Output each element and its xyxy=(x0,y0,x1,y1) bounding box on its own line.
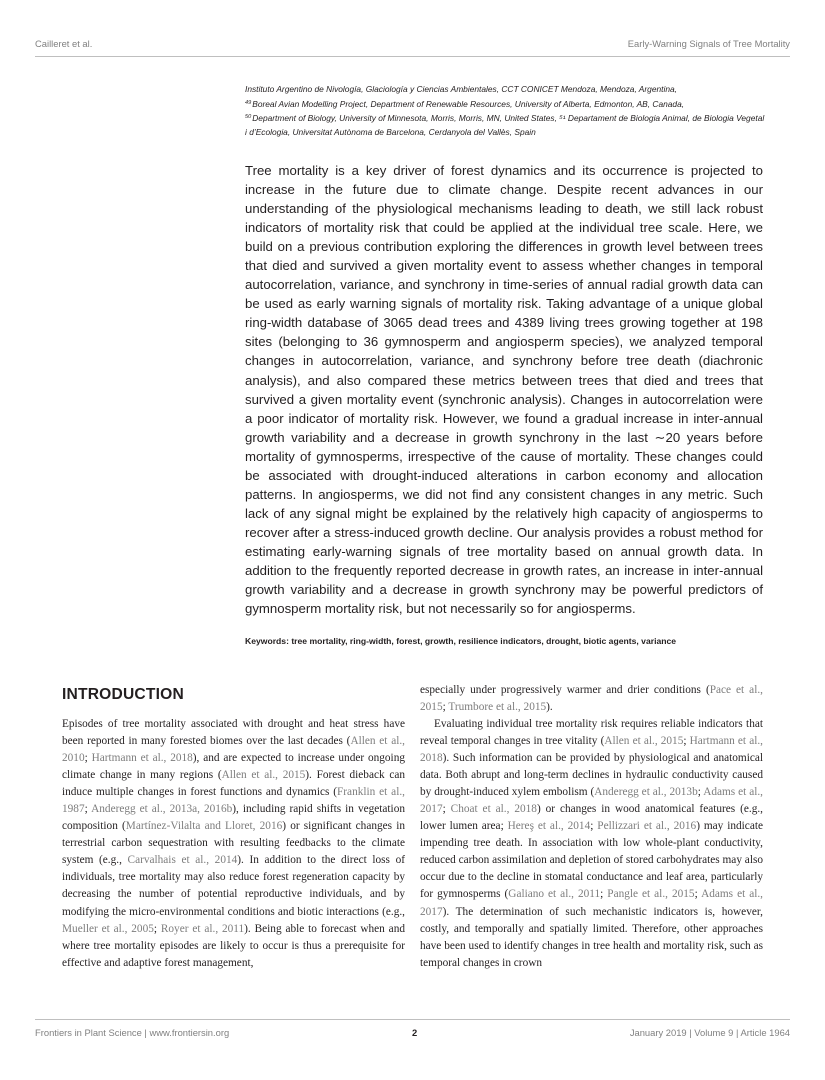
introduction-paragraph-1-continued xyxy=(420,682,763,716)
citation-link[interactable]: Hartmann et al., 2018 xyxy=(91,752,193,765)
citation-link[interactable]: Adams et al., 2017 xyxy=(420,888,764,918)
body-text-run: ), and are expected to increase under ongoing climate change in many regions ( xyxy=(62,752,405,782)
body-text-run: especially under progressively warmer and drier conditions ( xyxy=(420,684,710,696)
keywords-line: Keywords: tree mortality, ring-width, forest, growth, resilience indicators, drought, biotic agents, variance xyxy=(245,636,677,646)
body-text-run: ) or changes in wood anatomical features (e.g., lower lumen area; xyxy=(420,803,763,833)
citation-link[interactable]: Hereş et al., 2014 xyxy=(507,820,591,833)
affiliation-text: Department of Biology, University of Minnesota, Morris, Morris, MN, United States, ⁵¹ Departament de Biologia Animal, de Biologia Vegetal i d’Ecologia, Universitat Autònoma de Barcelona, Cerdanyola del Vallès, Spain xyxy=(245,113,765,137)
header-divider xyxy=(35,56,790,57)
footer-divider xyxy=(35,1019,790,1020)
body-text-run: ), including rapid shifts in vegetation composition ( xyxy=(62,803,405,833)
body-text-run: ; xyxy=(683,735,690,748)
body-text-run: ). Being able to forecast when and where tree mortality episodes are likely to occur is thus a prerequisite for effective and adaptive forest management, xyxy=(62,922,405,969)
citation-link[interactable]: Carvalhais et al., 2014 xyxy=(127,854,238,867)
body-text-run: ; xyxy=(694,888,702,901)
body-text-run: ; xyxy=(442,701,449,714)
page-number: 2 xyxy=(412,1027,418,1038)
running-head-title: Early-Warning Signals of Tree Mortality xyxy=(627,38,790,49)
abstract-text: Tree mortality is a key driver of forest dynamics and its occurrence is projected to increase in the future due to climate change. Despite recent advances in our understanding of the physiological mechanisms leading to death, we still lack robust indicators of mortality risk that could be applied at the individual tree scale. Here, we build on a previous contribution exploring the differences in growth level between trees that died and survived a given mortality event to assess whether changes in temporal autocorrelation, variance, and synchrony in time-series of annual radial growth data can be used as early warning signals of mortality risk. Taking advantage of a unique global ring-width database of 3065 dead trees and 4389 living trees growing together at 198 sites (belonging to 36 gymnosperm and angiosperm species), we analyzed temporal changes in autocorrelation, variance, and synchrony before tree death (diachronic analysis), and also compared these metrics between trees that died and trees that survived a given mortality event (synchronic analysis). Changes in autocorrelation were a poor indicator of mortality risk. However, we found a gradual increase in inter-annual growth variability and a decrease in growth synchrony in the last ∼20 years before mortality of gymnosperms, irrespective of the cause of mortality. These changes could be associated with drought-induced alterations in carbon economy and allocation patterns. In angiosperms, we did not find any consistent changes in any metric. Such lack of any signal might be explained by the relatively high capacity of angiosperms to recover after a stress-induced growth decline. Our analysis provides a robust method for estimating early-warning signals of tree mortality based on annual growth data. In addition to the frequently reported decrease in growth rates, an increase in inter-annual growth variability and a decrease in growth synchrony may be powerful predictors of gymnosperm mortality risk, but not necessarily so for angiosperms. xyxy=(245,163,763,617)
body-text-run: Evaluating individual tree mortality risk requires reliable indicators that reveal temporal changes in tree vitality ( xyxy=(420,718,763,748)
citation-link[interactable]: Mueller et al., 2005 xyxy=(62,922,154,935)
affiliation-number: 50 xyxy=(245,114,252,121)
citation-link[interactable]: Galiano et al., 2011 xyxy=(508,888,601,901)
running-head xyxy=(35,38,790,49)
body-text-run: Episodes of tree mortality associated with drought and heat stress have been reported in many forested biomes over the last decades ( xyxy=(62,718,405,748)
body-text-run: ; xyxy=(84,803,92,816)
citation-link[interactable]: Pangle et al., 2015 xyxy=(607,888,695,901)
citation-link[interactable]: Allen et al., 2010 xyxy=(62,735,405,765)
citation-link[interactable]: Royer et al., 2011 xyxy=(160,922,245,935)
body-text-run: ) or significant changes in terrestrial carbon sequestration with resulting feedbacks to the climate system (e.g., xyxy=(62,820,405,867)
body-text-run: ; xyxy=(442,803,451,816)
running-head-authors: Cailleret et al. xyxy=(35,38,93,49)
issue-info: January 2019 | Volume 9 | Article 1964 xyxy=(629,1027,790,1038)
citation-link[interactable]: Pellizzari et al., 2016 xyxy=(597,820,697,833)
body-text-run: ; xyxy=(600,888,608,901)
affiliation-line xyxy=(245,111,765,139)
citation-link[interactable]: Anderegg et al., 2013a, 2016b xyxy=(91,803,233,816)
affiliations-block xyxy=(245,83,765,139)
affiliation-line xyxy=(245,97,765,112)
introduction-paragraph-2 xyxy=(420,716,763,972)
citation-link[interactable]: Martínez-Vilalta and Lloret, 2016 xyxy=(125,820,283,833)
citation-link[interactable]: Pace et al., 2015 xyxy=(420,684,763,714)
journal-link[interactable]: Frontiers in Plant Science | www.frontiersin.org xyxy=(35,1027,230,1038)
introduction-paragraph-1 xyxy=(62,716,405,972)
section-heading-introduction: INTRODUCTION xyxy=(62,686,184,703)
citation-link[interactable]: Trumbore et al., 2015 xyxy=(448,701,547,714)
citation-link[interactable]: Hartmann et al., 2018 xyxy=(420,735,763,765)
citation-link[interactable]: Allen et al., 2015 xyxy=(221,769,306,782)
citation-link[interactable]: Anderegg et al., 2013b xyxy=(594,786,698,799)
body-text-run: ). Such information can be provided by physiological and anatomical data. Both abrupt and long-term declines in hydraulic conductivity caused by drought-induced xylem embolism ( xyxy=(420,752,763,799)
body-text-run: ) may indicate impending tree death. In association with low whole-plant conductivity, reduced carbon assimilation and depletion of stored carbohydrates may also occur due to the decline in stomatal conductance and leaf area, particularly for gymnosperms ( xyxy=(420,820,763,901)
citation-link[interactable]: Franklin et al., 1987 xyxy=(62,786,405,816)
affiliation-text: Boreal Avian Modelling Project, Department of Renewable Resources, University of Alberta, Edmonton, AB, Canada, xyxy=(252,98,685,109)
page-footer xyxy=(35,1027,790,1038)
citation-link[interactable]: Choat et al., 2018 xyxy=(450,803,537,816)
citation-link[interactable]: Adams et al., 2017 xyxy=(420,786,763,816)
affiliation-text: Instituto Argentino de Nivología, Glaciología y Ciencias Ambientales, CCT CONICET Mendoza, Mendoza, Argentina, xyxy=(245,84,677,94)
affiliation-line xyxy=(245,83,765,97)
affiliation-number: 49 xyxy=(245,99,252,106)
body-text-run: ; xyxy=(153,922,161,935)
body-text-run: ; xyxy=(697,786,704,799)
body-text-run: ). The determination of such mechanistic indicators is, however, costly, and temporally and spatially limited. Therefore, other approaches have been used to identify changes in tree health and mortality risk, such as temporal changes in crown xyxy=(420,905,763,969)
body-text-run: ). In addition to the direct loss of individuals, tree mortality may also reduce forest regeneration capacity by decreasing the number of potential reproductive individuals, and by modifying the micro-environmental conditions and biotic interactions (e.g., xyxy=(62,854,405,918)
citation-link[interactable]: Allen et al., 2015 xyxy=(604,735,684,748)
body-text-run: ; xyxy=(84,752,92,765)
body-text-run: ). Forest dieback can induce multiple changes in forest functions and dynamics ( xyxy=(62,769,405,799)
body-text-run: ; xyxy=(590,820,598,833)
body-text-run: ). xyxy=(546,701,553,714)
